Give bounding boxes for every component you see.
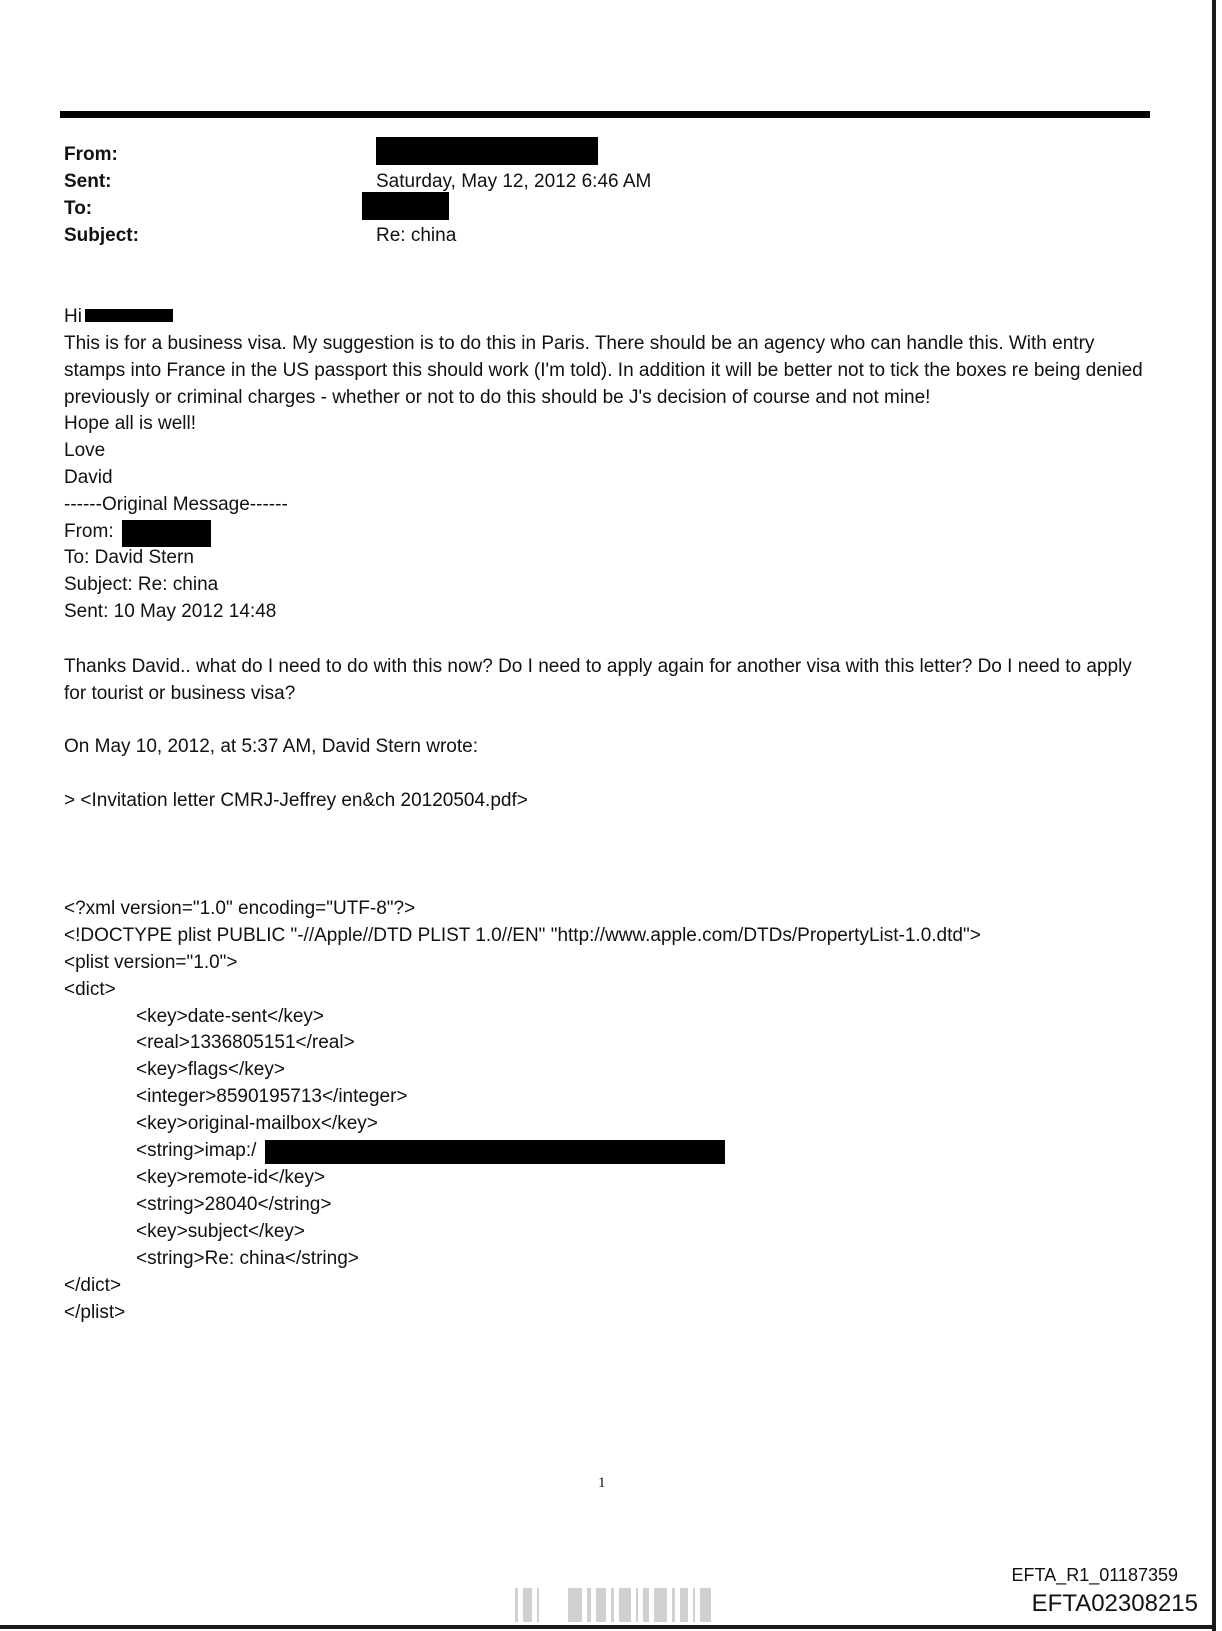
plist-line: <dict> <box>64 979 116 1000</box>
plist-line: <key>remote-id</key> <box>136 1167 326 1188</box>
plist-line: <key>original-mailbox</key> <box>136 1113 378 1134</box>
sent-label: Sent: <box>64 171 112 192</box>
quote-intro: On May 10, 2012, at 5:37 AM, David Stern wrote: <box>64 736 478 757</box>
plist-line: <key>date-sent</key> <box>136 1006 325 1027</box>
subject-value: Re: china <box>376 225 457 246</box>
plist-line: <string>28040</string> <box>136 1194 332 1215</box>
orig-subject: Subject: Re: china <box>64 574 219 595</box>
bates-number-secondary: EFTA02308215 <box>1031 1590 1198 1617</box>
plist-line: <string>imap:/ <box>136 1140 257 1161</box>
plist-line: </dict> <box>64 1275 122 1296</box>
subject-label: Subject: <box>64 225 139 246</box>
bates-number-primary: EFTA_R1_01187359 <box>1011 1565 1178 1585</box>
sent-value: Saturday, May 12, 2012 6:46 AM <box>376 171 652 192</box>
plist-line: <real>1336805151</real> <box>136 1032 355 1053</box>
redacted-mailbox <box>265 1140 725 1164</box>
greeting: Hi <box>64 306 82 327</box>
plist-line: <key>subject</key> <box>136 1221 305 1242</box>
body-paragraph: This is for a business visa. My suggestion is to do this in Paris. There should be an agency who can handle this. With entry stamps into France in the US passport this should work (I'm told). In addition it will be better not to tick the boxes re being denied previously or criminal charges - whether or not to do this should be J's decision of course and not mine! <box>64 333 1149 408</box>
from-label: From: <box>64 144 118 165</box>
hope-line: Hope all is well! <box>64 413 196 434</box>
plist-line: <string>Re: china</string> <box>136 1248 359 1269</box>
redacted-from <box>376 137 598 165</box>
plist-line: <plist version="1.0"> <box>64 952 238 973</box>
page-number: 1 <box>598 1475 606 1491</box>
reply-paragraph: Thanks David.. what do I need to do with this now? Do I need to apply again for another visa with this letter? Do I need to apply for tourist or business visa? <box>64 656 1138 704</box>
signature: David <box>64 467 113 488</box>
plist-line: <!DOCTYPE plist PUBLIC "-//Apple//DTD PLIST 1.0//EN" "http://www.apple.com/DTDs/PropertyList-1.0.dtd"> <box>64 925 981 946</box>
plist-line: <key>flags</key> <box>136 1059 285 1080</box>
plist-line: </plist> <box>64 1302 126 1323</box>
love-line: Love <box>64 440 106 461</box>
plist-line: <?xml version="1.0" encoding="UTF-8"?> <box>64 898 416 919</box>
original-message-divider: ------Original Message------ <box>64 494 288 515</box>
page-edge-bottom <box>0 1625 1216 1629</box>
plist-line: <integer>8590195713</integer> <box>136 1086 408 1107</box>
page-edge-right <box>1212 0 1216 1631</box>
to-label: To: <box>64 198 93 219</box>
header-rule <box>60 111 1150 118</box>
attachment-line: > <Invitation letter CMRJ-Jeffrey en&ch 20120504.pdf> <box>64 790 528 811</box>
redacted-greeting-name <box>85 309 173 322</box>
barcode-watermark <box>515 1588 711 1622</box>
orig-to: To: David Stern <box>64 547 194 568</box>
redacted-to <box>362 192 449 220</box>
redacted-orig-from <box>122 520 211 547</box>
orig-from-label: From: <box>64 521 114 542</box>
orig-sent: Sent: 10 May 2012 14:48 <box>64 601 277 622</box>
